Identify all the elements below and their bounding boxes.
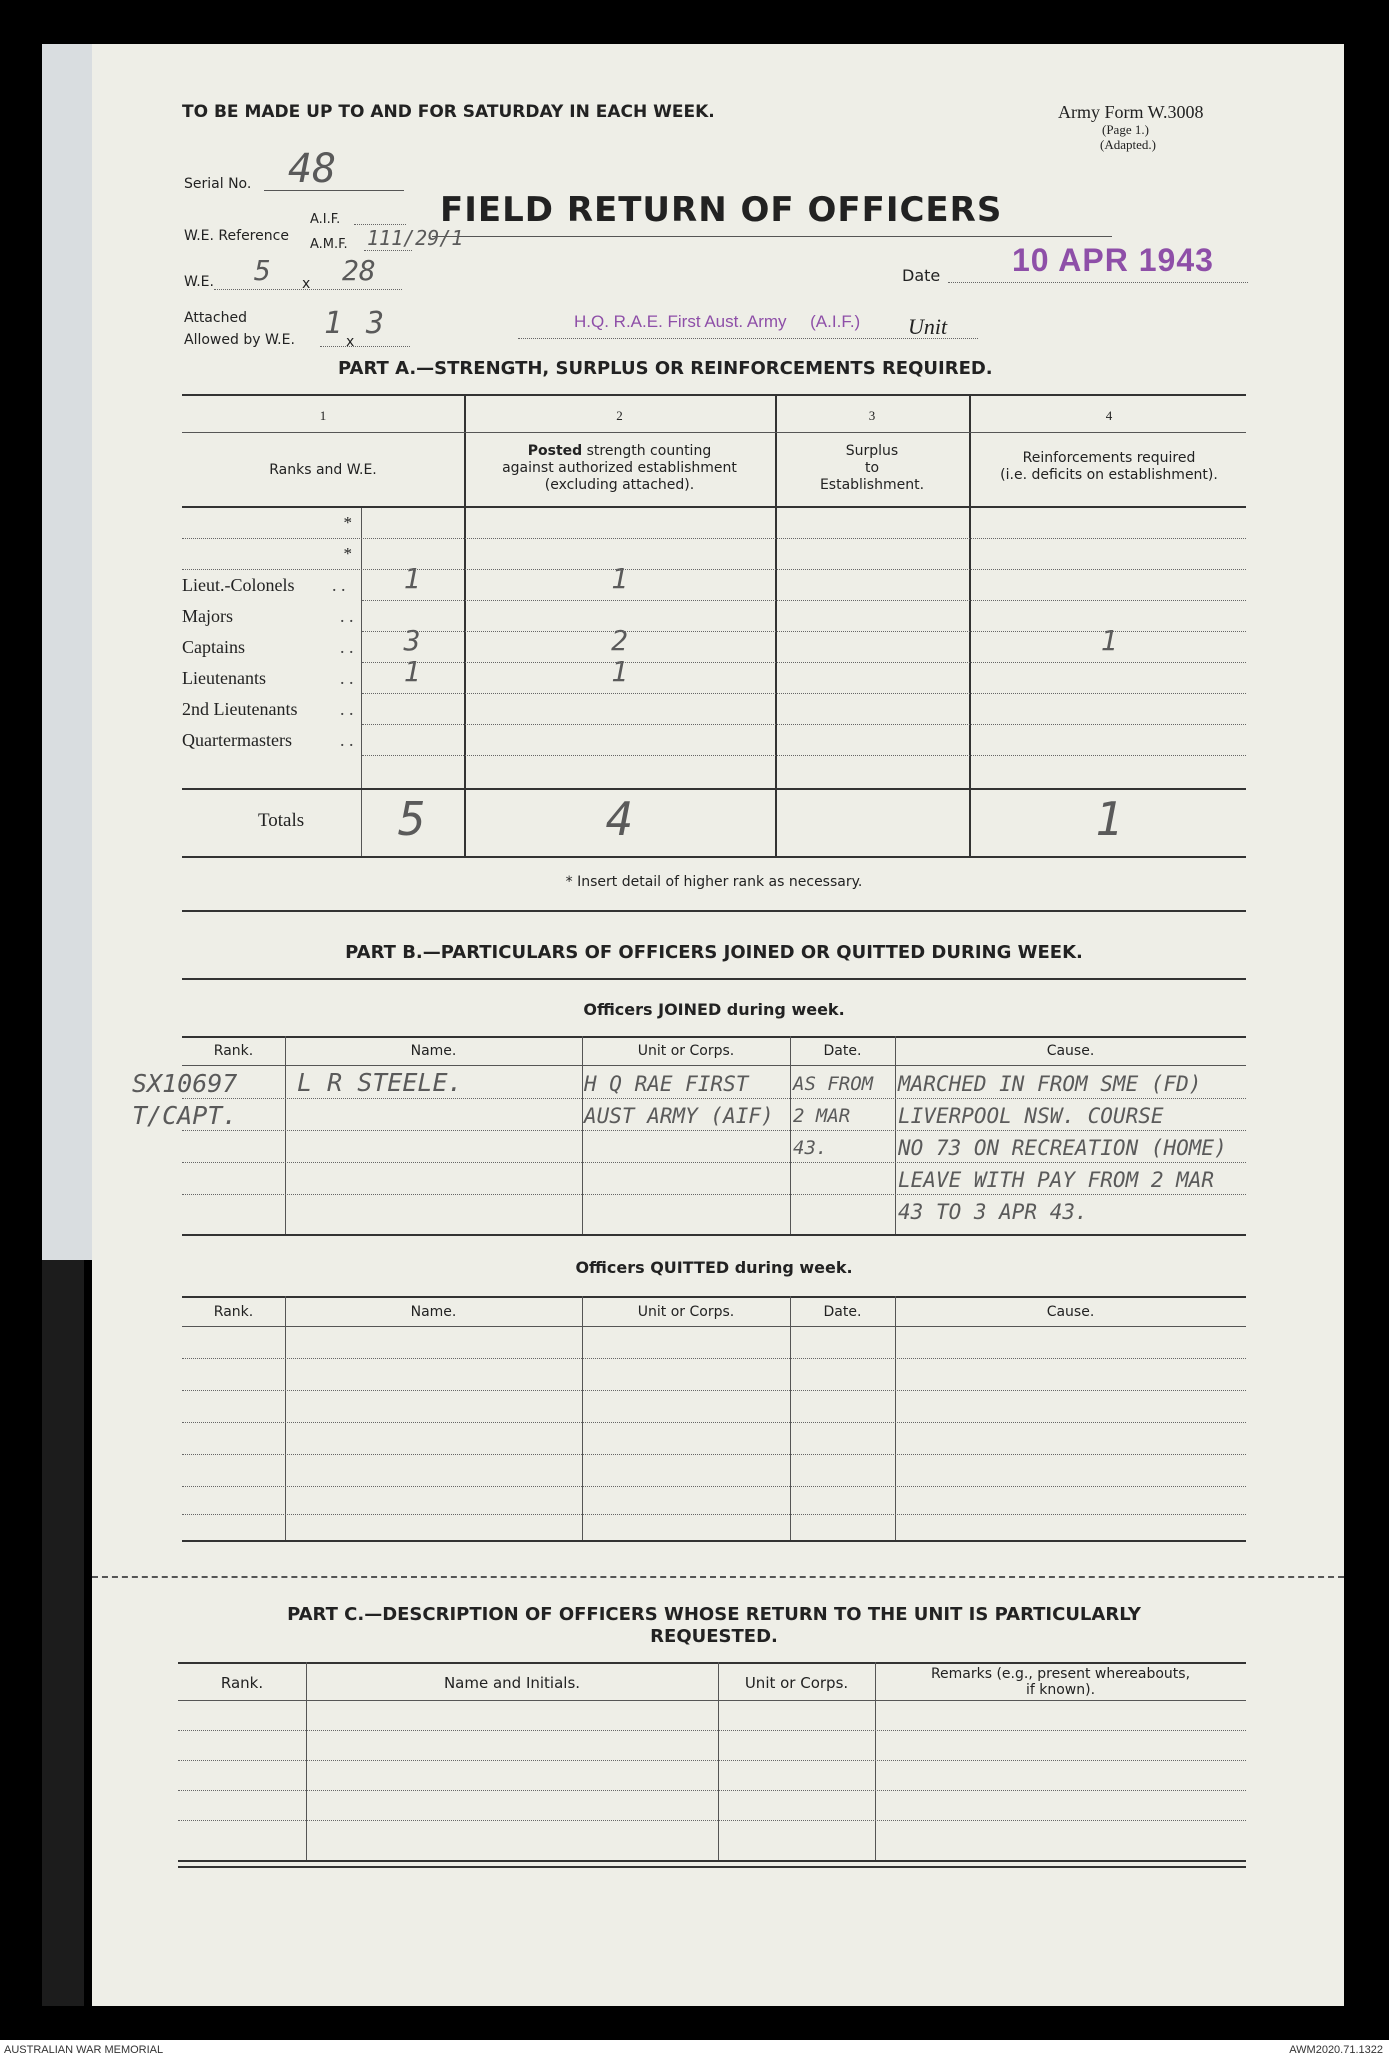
col-number-2: 2 (616, 408, 623, 423)
date-stamp: 10 APR 1943 (1012, 242, 1214, 278)
date-label: Date (902, 266, 941, 285)
leader-dots: . . (340, 637, 354, 657)
col-number-4: 4 (1105, 408, 1113, 423)
reinf-cell: 1 (1100, 624, 1118, 657)
we-cell: 1 (403, 562, 421, 595)
part-a-end-rule (182, 910, 1246, 912)
joined-name: L R STEELE. (297, 1068, 463, 1097)
part-c-hdr-remarks (875, 1666, 1246, 1698)
joined-date-line: 43. (793, 1137, 828, 1159)
row-rule (362, 755, 1246, 756)
amf-value: 111/29/1 (367, 226, 464, 250)
quitted-divider (895, 1296, 896, 1540)
part-c-title (182, 1604, 1246, 1648)
joined-top-rule (182, 1036, 1246, 1038)
joined-hdr-rank: Rank. (213, 1043, 254, 1059)
perforation-line (92, 1576, 1344, 1578)
quitted-bottom-rule (182, 1540, 1246, 1542)
row-rule (182, 538, 1246, 539)
part-c-title-line2: REQUESTED. (650, 1626, 778, 1647)
leader-dots: . . (340, 699, 354, 719)
part-a-top-rule (182, 394, 1246, 396)
quitted-row-rule (182, 1358, 1246, 1359)
we-line (214, 289, 402, 290)
footer-archive-name: AUSTRALIAN WAR MEMORIAL (4, 2044, 164, 2056)
rank-row-label: * (343, 513, 352, 532)
quitted-hdr-name: Name. (410, 1304, 457, 1320)
quitted-divider (790, 1296, 791, 1540)
joined-title: Officers JOINED during week. (583, 1000, 845, 1019)
col-posted-line2: against authorized establishment (502, 460, 737, 476)
part-a-footnote: * Insert detail of higher rank as necessary. (565, 874, 863, 890)
part-c-title-line1: PART C.—DESCRIPTION OF OFFICERS WHOSE RETURN TO THE UNIT IS PARTICULARLY (287, 1604, 1141, 1625)
allowed-line (320, 346, 410, 347)
underlying-sheet (42, 44, 92, 1260)
col-reinf-header (969, 450, 1249, 484)
quitted-hdr-cause: Cause. (1046, 1304, 1095, 1320)
remarks-line2: if known). (1025, 1682, 1096, 1698)
joined-date-line: 2 MAR (793, 1105, 851, 1127)
part-b-title-rule (182, 978, 1246, 980)
col-number-3: 3 (868, 408, 876, 423)
date-line (948, 282, 1248, 283)
joined-hdr-date: Date. (823, 1043, 862, 1059)
part-c-top-rule (178, 1662, 1246, 1664)
rank-row-label: * (343, 544, 352, 563)
joined-unit-line: H Q RAE FIRST (584, 1072, 749, 1096)
quitted-row-rule (182, 1514, 1246, 1515)
totals-top-rule (182, 788, 1246, 790)
quitted-top-rule (182, 1296, 1246, 1298)
allowed-by-label: Allowed by W.E. (184, 332, 295, 348)
part-a-header-rule (182, 506, 1246, 508)
joined-cause (898, 1068, 1227, 1228)
allowed-value-b: 3 (366, 306, 385, 341)
unit-stamp: H.Q. R.A.E. First Aust. Army (A.I.F.) (574, 312, 861, 331)
part-c-row-rule (178, 1790, 1246, 1791)
leader-dots: . . (340, 730, 354, 750)
serial-value: 48 (288, 146, 337, 192)
quitted-row-rule (182, 1486, 1246, 1487)
reinf-l2: (i.e. deficits on establishment). (1000, 467, 1218, 483)
joined-unit (584, 1068, 774, 1132)
posted-cell: 1 (611, 562, 628, 595)
rank-row-label: 2nd Lieutenants (182, 699, 298, 719)
joined-unit-line: AUST ARMY (AIF) (584, 1104, 774, 1128)
row-rule (362, 662, 1246, 663)
leader-dots: . . (340, 668, 354, 688)
part-c-hdr-name: Name and Initials. (443, 1674, 581, 1692)
aif-label: A.I.F. (310, 212, 341, 227)
we-value-b: 28 (342, 254, 376, 287)
quitted-divider (582, 1296, 583, 1540)
amf-label: A.M.F. (310, 237, 348, 252)
rank-row-label: Lieutenants (182, 668, 266, 688)
joined-cause-line: LEAVE WITH PAY FROM 2 MAR (898, 1168, 1215, 1192)
form-adapted: (Adapted.) (1100, 137, 1156, 152)
joined-rank-line: T/CAPT. (132, 1101, 238, 1130)
we-x: x (302, 276, 311, 292)
field-return-form (92, 44, 1344, 2006)
joined-hdr-rule (182, 1065, 1246, 1066)
quitted-row-rule (182, 1390, 1246, 1391)
we-reference-label: W.E. Reference (184, 228, 289, 244)
joined-hdr-cause: Cause. (1046, 1043, 1095, 1059)
joined-date-line: AS FROM (793, 1073, 874, 1095)
instruction-line: TO BE MADE UP TO AND FOR SATURDAY IN EACH WEEK. (182, 102, 715, 122)
amf-line (364, 250, 412, 251)
aif-line (354, 224, 406, 225)
joined-date (793, 1068, 873, 1164)
remarks-line1: Remarks (e.g., present whereabouts, (930, 1666, 1191, 1682)
unit-label: Unit (908, 314, 948, 339)
quitted-hdr-date: Date. (823, 1304, 862, 1320)
joined-cause-line: MARCHED IN FROM SME (FD) (898, 1072, 1202, 1096)
page-title: FIELD RETURN OF OFFICERS (440, 190, 1003, 230)
surplus-l1: Surplus (845, 443, 899, 459)
part-c-hdr-unit: Unit or Corps. (744, 1674, 849, 1692)
posted-cell: 2 (611, 624, 628, 657)
row-rule (362, 631, 1246, 632)
part-c-bottom-rule (178, 1860, 1246, 1862)
joined-hdr-unit: Unit or Corps. (637, 1043, 735, 1059)
leader-dots: . . (332, 575, 346, 595)
attached-label: Attached (184, 310, 247, 326)
rank-row-label: Lieut.-Colonels (182, 575, 295, 595)
title-rule (432, 236, 1112, 237)
part-c-row-rule (178, 1760, 1246, 1761)
allowed-x: x (346, 334, 355, 350)
surplus-l2: to (864, 460, 880, 476)
joined-cause-line: NO 73 ON RECREATION (HOME) (898, 1136, 1227, 1160)
rank-row-label: Majors (182, 606, 233, 626)
row-rule (362, 724, 1246, 725)
part-a-title: PART A.—STRENGTH, SURPLUS OR REINFORCEMENTS REQUIRED. (338, 358, 993, 379)
rank-row-label: Quartermasters (182, 730, 292, 750)
surplus-l3: Establishment. (819, 477, 925, 493)
part-b-title: PART B.—PARTICULARS OF OFFICERS JOINED OR QUITTED DURING WEEK. (345, 942, 1083, 963)
col-surplus-header (775, 443, 969, 494)
part-c-hdr-rule (178, 1700, 1246, 1701)
footer-accession-number: AWM2020.71.1322 (1289, 2044, 1383, 2056)
col-ranks-header: Ranks and W.E. (269, 462, 377, 478)
quitted-title: Officers QUITTED during week. (575, 1258, 853, 1277)
part-c-row-rule (178, 1730, 1246, 1731)
leader-dots: . . (340, 606, 354, 626)
col-posted-header (464, 443, 775, 494)
totals-label: Totals (258, 810, 305, 831)
joined-rank-line: SX10697 (132, 1069, 238, 1098)
quitted-hdr-unit: Unit or Corps. (637, 1304, 735, 1320)
part-c-hdr-rank: Rank. (220, 1674, 264, 1692)
we-cell: 1 (403, 655, 421, 688)
joined-rank (132, 1068, 237, 1132)
col-posted-line3: (excluding attached). (544, 477, 695, 493)
col-posted-bold: Posted (527, 443, 583, 459)
underlying-sheet-shadow (42, 1260, 84, 2006)
posted-cell: 1 (611, 655, 628, 688)
col-posted-rest: strength counting (586, 443, 712, 459)
archive-footer (0, 2040, 1389, 2061)
row-rule (182, 569, 1246, 570)
totals-reinf: 1 (1095, 792, 1123, 846)
quitted-divider (285, 1296, 286, 1540)
quitted-hdr-rank: Rank. (213, 1304, 254, 1320)
part-c-bottom-rule-2 (178, 1866, 1246, 1868)
form-id: Army Form W.3008 (1058, 102, 1204, 122)
joined-bottom-rule (182, 1234, 1246, 1236)
part-a-number-rule (182, 432, 1246, 433)
joined-cause-line: LIVERPOOL NSW. COURSE (898, 1104, 1164, 1128)
form-page: (Page 1.) (1102, 122, 1149, 137)
quitted-row-rule (182, 1422, 1246, 1423)
totals-posted: 4 (605, 792, 634, 846)
joined-cause-line: 43 TO 3 APR 43. (898, 1200, 1088, 1224)
we-value-a: 5 (254, 254, 271, 287)
col-number-1: 1 (319, 408, 327, 423)
totals-we: 5 (398, 792, 426, 846)
allowed-value-a: 1 (324, 306, 343, 341)
rank-row-label: Captains (182, 637, 245, 657)
reinf-l1: Reinforcements required (1022, 450, 1196, 466)
row-rule (362, 600, 1246, 601)
totals-bottom-rule (182, 856, 1246, 858)
quitted-hdr-rule (182, 1326, 1246, 1327)
row-rule (362, 693, 1246, 694)
serial-label: Serial No. (184, 176, 252, 192)
part-c-row-rule (178, 1820, 1246, 1821)
joined-hdr-name: Name. (410, 1043, 457, 1059)
we-cell: 3 (403, 624, 421, 657)
quitted-row-rule (182, 1454, 1246, 1455)
we-label: W.E. (184, 274, 214, 290)
